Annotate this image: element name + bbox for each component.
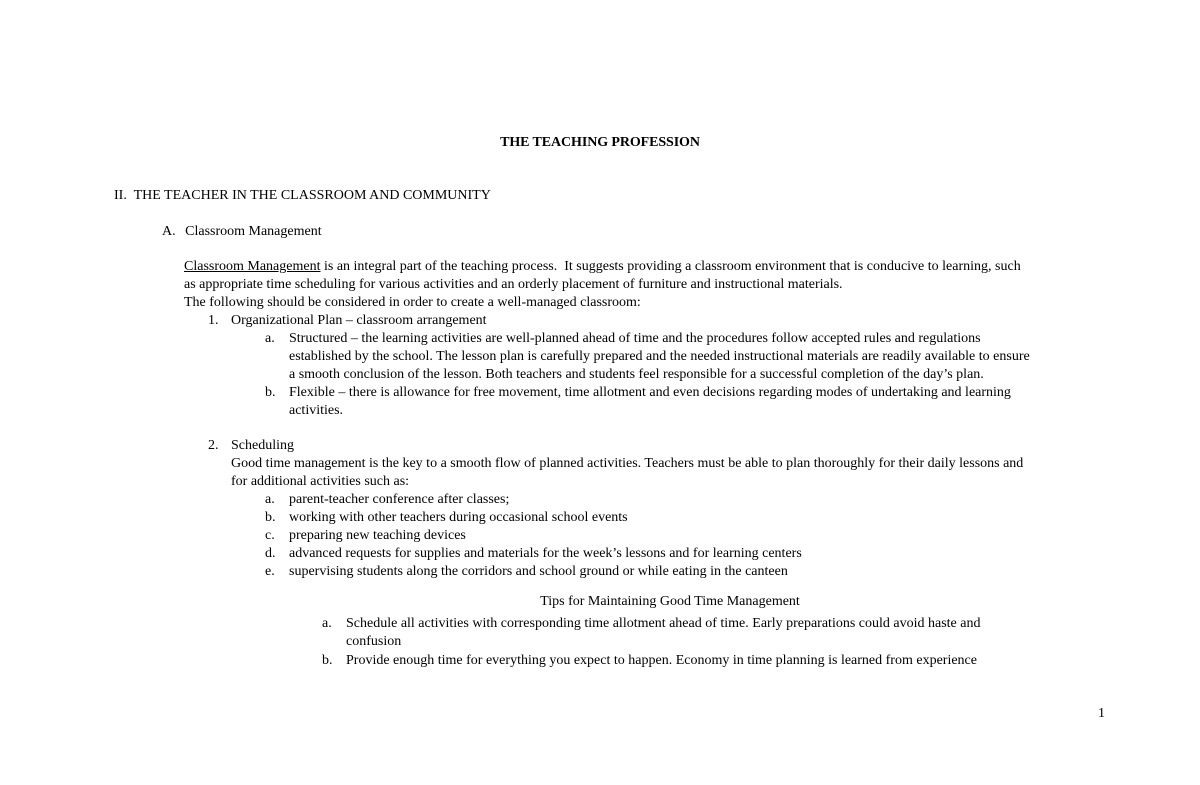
item-1a-line-2: established by the school. The lesson plan is carefully prepared and the needed instructional materials are readily available to ensure: [289, 349, 1030, 364]
page-number: 1: [1098, 706, 1105, 721]
tip-a-line-1: Schedule all activities with corresponding time allotment ahead of time. Early preparations could avoid haste and: [346, 616, 981, 631]
intro-line-1-rest: is an integral part of the teaching process. It suggests providing a classroom environment that is conducive to learning, such: [320, 259, 1021, 274]
item-2-marker: 2.: [208, 438, 219, 453]
tip-a-line-2: confusion: [346, 634, 402, 649]
item-1-marker: 1.: [208, 313, 219, 328]
subsection-label: Classroom Management: [185, 224, 322, 239]
item-1b-line-1: Flexible – there is allowance for free movement, time allotment and even decisions regarding modes of undertaking and learning: [289, 385, 1011, 400]
intro-line-1: [184, 258, 1021, 275]
item-2-body-line-2: for additional activities such as:: [231, 474, 410, 489]
list-item-marker: a.: [265, 492, 275, 507]
item-1a-marker: a.: [265, 331, 275, 346]
list-item: preparing new teaching devices: [289, 528, 466, 543]
tip-b-marker: b.: [322, 653, 333, 668]
item-2-label: Scheduling: [231, 438, 294, 453]
subsection-marker: A.: [162, 224, 176, 239]
intro-term: Classroom Management: [184, 259, 321, 274]
list-item-marker: b.: [265, 510, 276, 525]
item-1b-marker: b.: [265, 385, 276, 400]
item-1a-line-3: a smooth conclusion of the lesson. Both teachers and students feel responsible for a successful completion of the day’s plan.: [289, 367, 984, 382]
tips-title: Tips for Maintaining Good Time Management: [540, 594, 800, 609]
list-item: working with other teachers during occasional school events: [289, 510, 628, 525]
item-1-label: Organizational Plan – classroom arrangement: [231, 313, 487, 328]
item-2-body-line-1: Good time management is the key to a smooth flow of planned activities. Teachers must be able to plan thoroughly for their daily lessons and: [231, 456, 1024, 471]
intro-line-2: as appropriate time scheduling for various activities and an orderly placement of furniture and instructional materials.: [184, 277, 843, 292]
item-1b-line-2: activities.: [289, 403, 344, 418]
intro-line-3: The following should be considered in order to create a well-managed classroom:: [184, 295, 641, 310]
tip-b-line-1: Provide enough time for everything you expect to happen. Economy in time planning is learned from experience: [346, 653, 977, 668]
tip-a-marker: a.: [322, 616, 332, 631]
section-heading: II. THE TEACHER IN THE CLASSROOM AND COMMUNITY: [114, 188, 491, 203]
list-item-marker: e.: [265, 564, 275, 579]
subsection-heading: [162, 223, 322, 240]
list-item-marker: d.: [265, 546, 276, 561]
list-item: advanced requests for supplies and materials for the week’s lessons and for learning centers: [289, 546, 802, 561]
list-item-marker: c.: [265, 528, 275, 543]
document-title: THE TEACHING PROFESSION: [500, 135, 700, 150]
list-item: supervising students along the corridors and school ground or while eating in the canteen: [289, 564, 788, 579]
item-1a-line-1: Structured – the learning activities are well-planned ahead of time and the procedures follow accepted rules and regulations: [289, 331, 981, 346]
list-item: parent-teacher conference after classes;: [289, 492, 510, 507]
